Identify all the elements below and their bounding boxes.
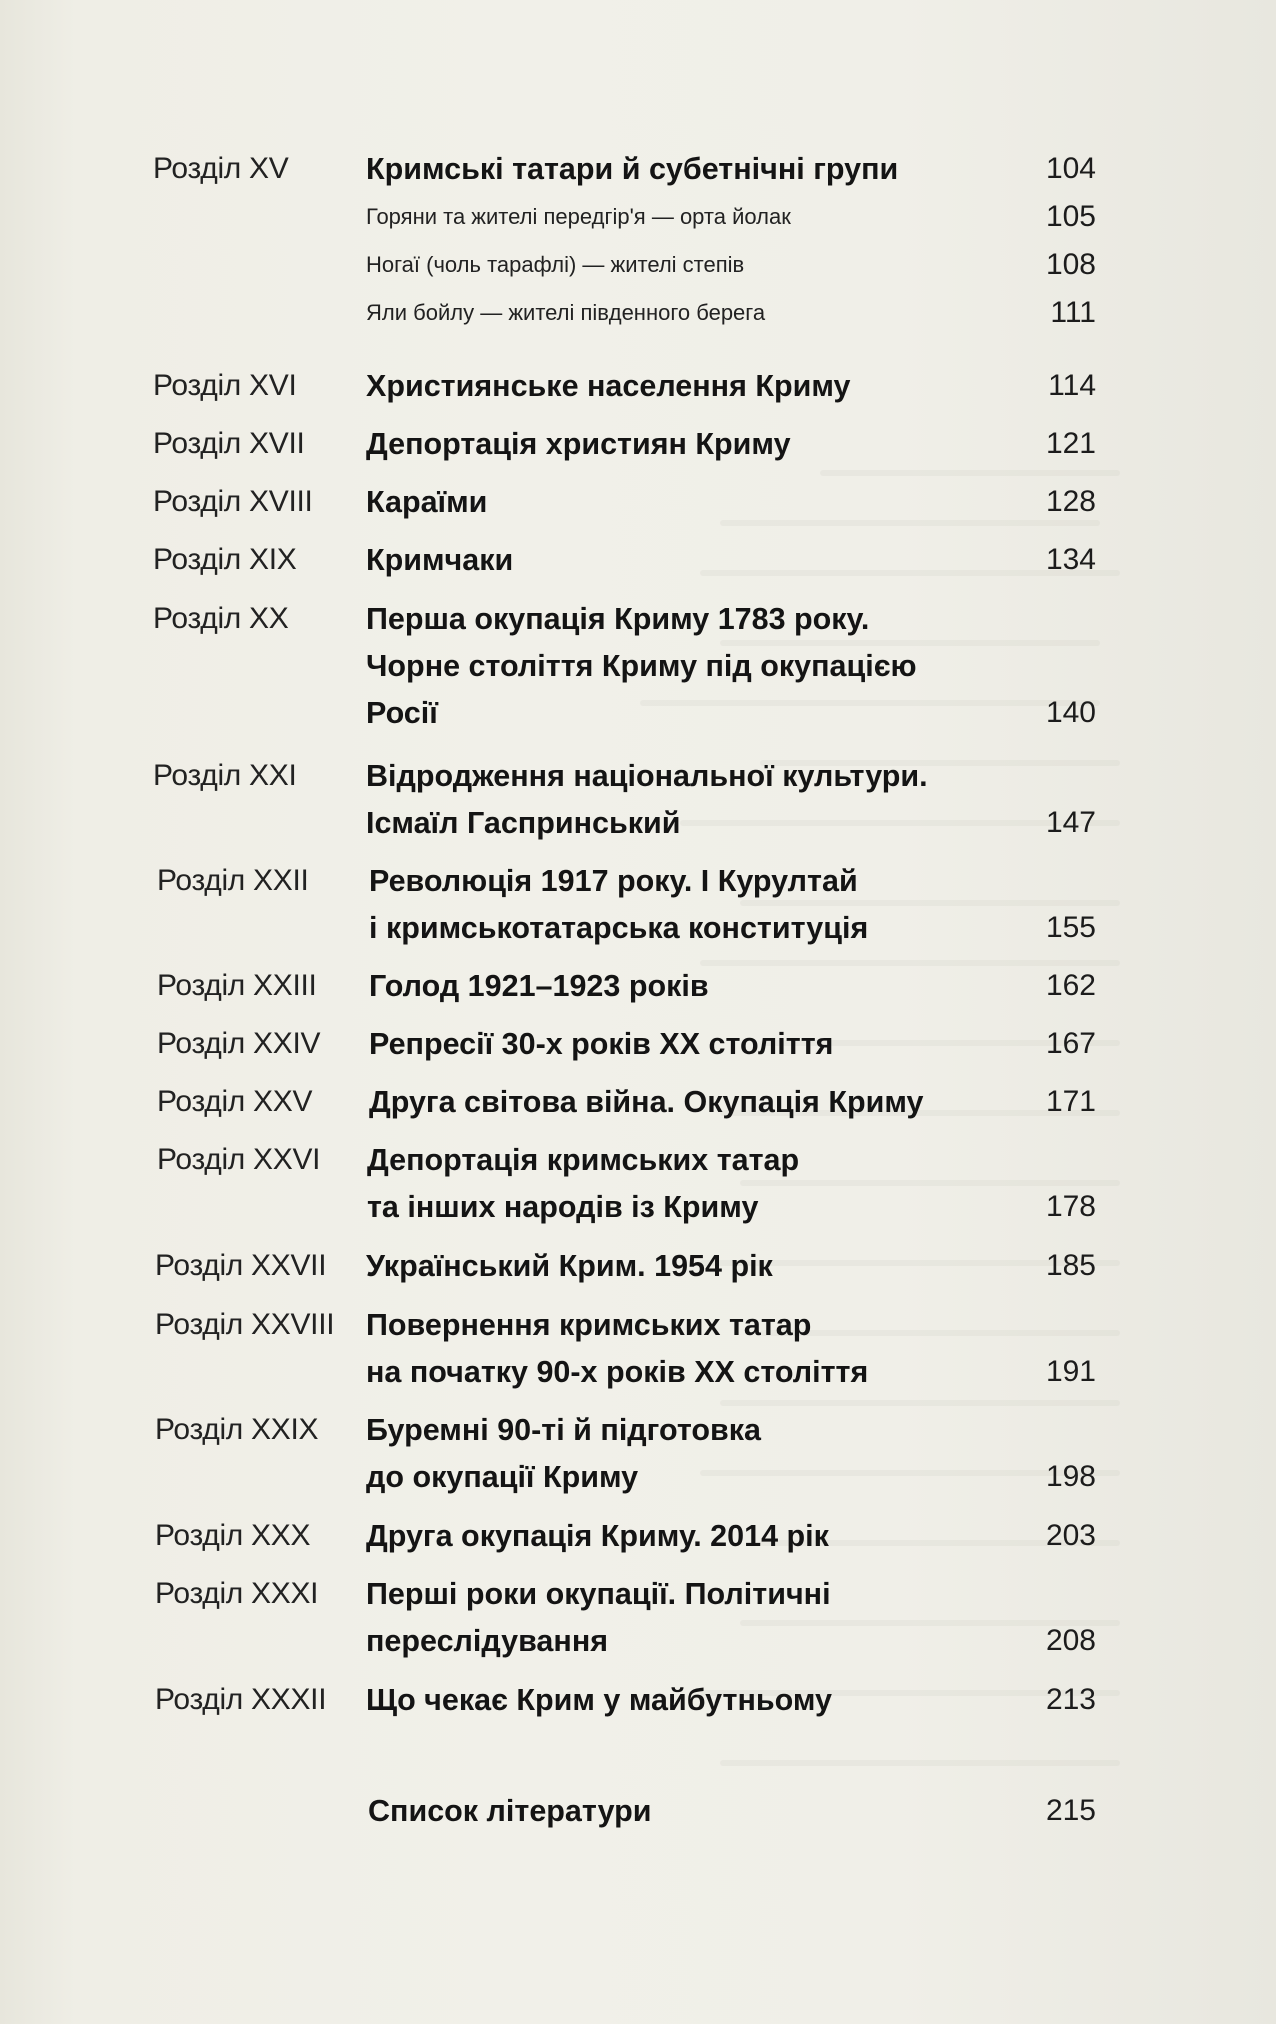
chapter-title xyxy=(366,596,1006,737)
page-number: 185 xyxy=(1045,1249,1096,1282)
chapter-label: Розділ XXX xyxy=(155,1519,311,1552)
chapter-title-line: Буремні 90-ті й підготовка xyxy=(366,1413,761,1447)
chapter-title-line: Караїми xyxy=(366,485,488,519)
page-number: 215 xyxy=(1045,1794,1096,1827)
chapter-title xyxy=(366,1243,1006,1290)
chapter-title xyxy=(368,1788,1008,1835)
chapter-label: Розділ XVII xyxy=(153,427,305,460)
chapter-title-line: переслідування xyxy=(366,1624,609,1658)
chapter-label: Розділ XXXII xyxy=(155,1683,327,1716)
chapter-title-line: Друга окупація Криму. 2014 рік xyxy=(366,1519,829,1553)
page-number: 167 xyxy=(1045,1027,1096,1060)
chapter-label: Розділ XXI xyxy=(153,759,297,792)
chapter-title xyxy=(366,421,1006,468)
page-number: 128 xyxy=(1045,485,1096,518)
page-number: 134 xyxy=(1045,543,1096,576)
chapter-title xyxy=(366,1513,1006,1560)
chapter-title-line: та інших народів із Криму xyxy=(367,1190,759,1224)
chapter-title xyxy=(369,963,1009,1010)
chapter-label: Розділ XXII xyxy=(157,864,309,897)
chapter-label: Розділ XXXI xyxy=(155,1577,319,1610)
page-number: 147 xyxy=(1045,806,1096,839)
page-number: 198 xyxy=(1045,1460,1096,1493)
chapter-title xyxy=(369,858,1009,952)
chapter-title xyxy=(366,363,1006,410)
chapter-title xyxy=(366,753,1006,847)
chapter-title-line: Український Крим. 1954 рік xyxy=(366,1249,773,1283)
chapter-label: Розділ XXIII xyxy=(157,969,317,1002)
chapter-label: Розділ XX xyxy=(153,602,289,635)
chapter-label: Розділ XXVIII xyxy=(155,1308,335,1341)
chapter-title xyxy=(367,1137,1007,1231)
chapter-label: Розділ XXVI xyxy=(157,1143,321,1176)
page-number: 140 xyxy=(1045,696,1096,729)
chapter-title-line: Перша окупація Криму 1783 року. xyxy=(366,602,870,636)
chapter-title-line: Депортація християн Криму xyxy=(366,427,791,461)
chapter-title-line: Росії xyxy=(366,696,438,730)
chapter-label: Розділ XVIII xyxy=(153,485,313,518)
page-number: 208 xyxy=(1045,1624,1096,1657)
page-number: 114 xyxy=(1048,369,1096,402)
subsection-title: Горяни та жителі передгір'я — орта йолак xyxy=(366,204,791,229)
page-number: 162 xyxy=(1045,969,1096,1002)
page-number: 213 xyxy=(1045,1683,1096,1716)
chapter-title-line: на початку 90-х років XX століття xyxy=(366,1355,869,1389)
chapter-title-line: Кримські татари й субетнічні групи xyxy=(366,152,899,186)
chapter-label: Розділ XXIX xyxy=(155,1413,319,1446)
chapter-title-line: Репресії 30-х років XX століття xyxy=(369,1027,834,1061)
chapter-label: Розділ XV xyxy=(153,152,289,185)
page-number: 121 xyxy=(1045,427,1096,460)
page-number: 105 xyxy=(1045,200,1096,233)
page-number: 178 xyxy=(1045,1190,1096,1223)
chapter-title-line: до окупації Криму xyxy=(366,1460,639,1494)
chapter-title-line: Повернення кримських татар xyxy=(366,1308,812,1342)
chapter-label: Розділ XXVII xyxy=(155,1249,327,1282)
chapter-title-line: Відродження національної культури. xyxy=(366,759,928,793)
page-number: 191 xyxy=(1045,1355,1096,1388)
page-number: 203 xyxy=(1045,1519,1096,1552)
subsection-title: Яли бойлу — жителі південного берега xyxy=(366,300,766,325)
chapter-title xyxy=(366,1407,1006,1501)
chapter-label: Розділ XVI xyxy=(153,369,297,402)
page-number: 108 xyxy=(1045,248,1096,281)
chapter-title xyxy=(366,537,1006,584)
chapter-label: Розділ XXIV xyxy=(157,1027,321,1060)
chapter-title-line: Друга світова війна. Окупація Криму xyxy=(369,1085,924,1119)
chapter-title-line: Перші роки окупації. Політичні xyxy=(366,1577,831,1611)
chapter-title xyxy=(366,1677,1006,1724)
page-number: 171 xyxy=(1045,1085,1096,1118)
chapter-title xyxy=(366,479,1006,526)
chapter-label: Розділ XIX xyxy=(153,543,297,576)
chapter-label: Розділ XXV xyxy=(157,1085,313,1118)
subsection-title: Ногаї (чоль тарафлі) — жителі степів xyxy=(366,252,745,277)
chapter-title-line: і кримськотатарська конституція xyxy=(369,911,869,945)
chapter-title-line: Що чекає Крим у майбутньому xyxy=(366,1683,832,1717)
chapter-title-line: Список літератури xyxy=(368,1794,652,1828)
page-number: 104 xyxy=(1045,152,1096,185)
chapter-title xyxy=(369,1021,1009,1068)
chapter-title-line: Голод 1921–1923 років xyxy=(369,969,709,1003)
chapter-title-line: Християнське населення Криму xyxy=(366,369,851,403)
page-number: 155 xyxy=(1045,911,1096,944)
chapter-title-line: Революція 1917 року. І Курултай xyxy=(369,864,858,898)
chapter-title-line: Чорне століття Криму під окупацією xyxy=(366,649,917,683)
chapter-title xyxy=(369,1079,1009,1126)
page-number: 111 xyxy=(1050,296,1096,329)
chapter-title-line: Кримчаки xyxy=(366,543,514,577)
chapter-title xyxy=(366,146,1006,193)
chapter-title-line: Депортація кримських татар xyxy=(367,1143,800,1177)
chapter-title xyxy=(366,1302,1006,1396)
chapter-title-line: Ісмаїл Гаспринський xyxy=(366,806,681,840)
chapter-title xyxy=(366,1571,1006,1665)
